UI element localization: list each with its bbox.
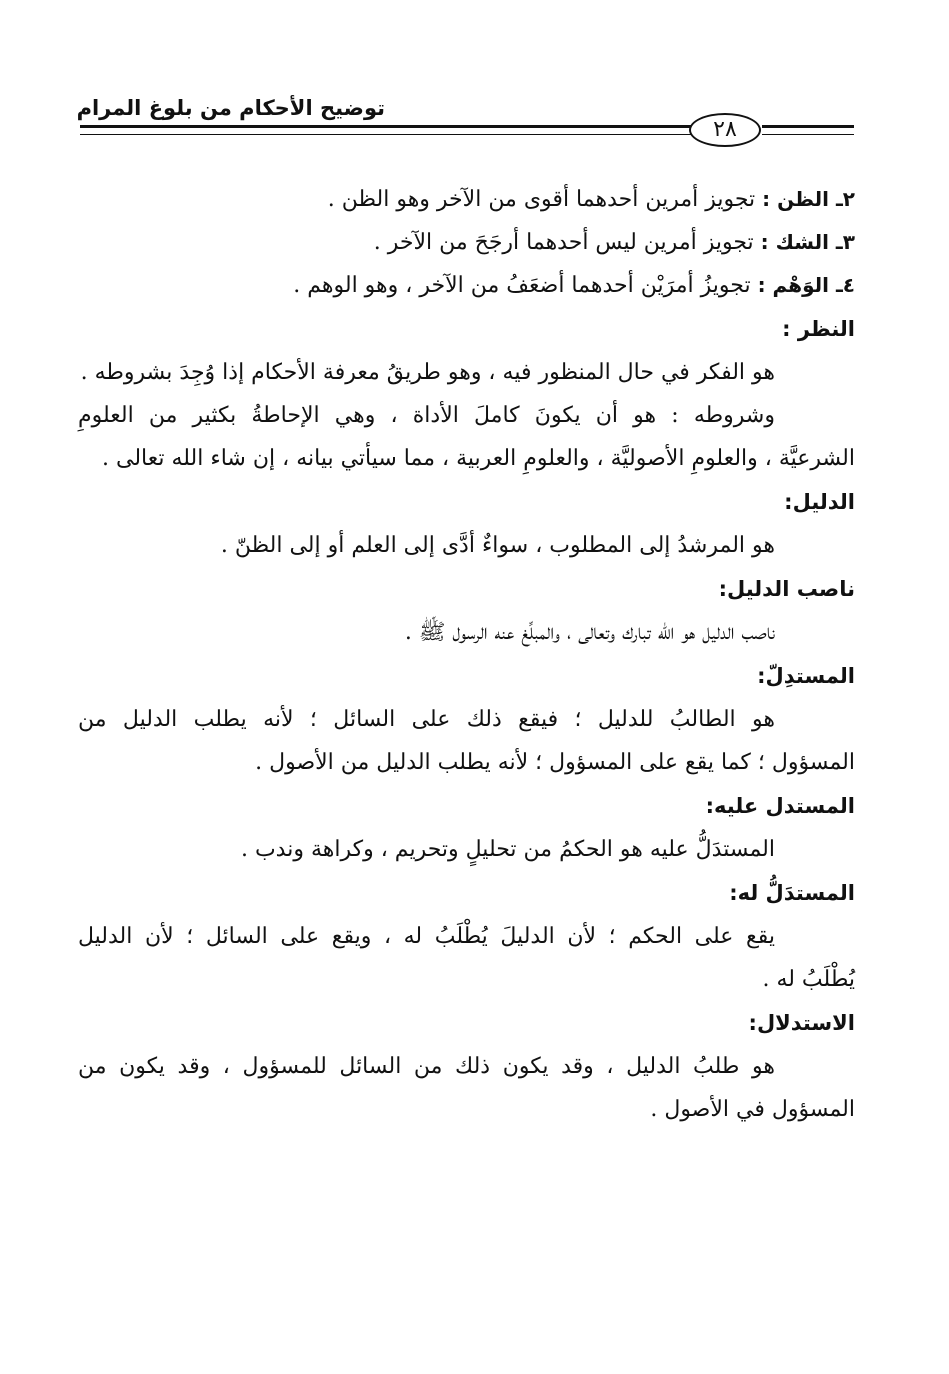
definition-line <box>78 178 855 221</box>
paragraph-line: الشرعيَّة ، والعلومِ الأصوليَّة ، والعلومِ العربية ، مما سيأتي بيانه ، إن شاء الله تعالى . <box>102 446 855 471</box>
section-heading: النظر : <box>782 317 855 341</box>
page-number: ٢٨ <box>689 113 761 147</box>
paragraph-line: هو المرشدُ إلى المطلوب ، سواءٌ أدَّى إلى العلم أو إلى الظنّ . <box>220 533 775 558</box>
paragraph-line: ناصب الدليل هو الله تبارك وتعالى ، والمبلِّغ عنه الرسول ﷺ . <box>404 620 775 645</box>
paragraph-line: المسؤول ؛ كما يقع على المسؤول ؛ لأنه يطلب الدليل من الأصول . <box>255 750 855 775</box>
definition-text: تجويزُ أمرَيْن أحدهما أضعَفُ من الآخر ، وهو الوهم . <box>293 273 751 298</box>
section-heading: الدليل: <box>784 490 855 514</box>
definition-line <box>78 264 855 307</box>
section-heading: المستدَلُّ له: <box>729 881 855 905</box>
running-title: توضيح الأحكام من بلوغ المرام <box>76 96 385 120</box>
paragraph-line: هو طلبُ الدليل ، وقد يكون ذلك من السائل للمسؤول ، وقد يكون من <box>78 1054 775 1079</box>
paragraph-line: يُطْلَبُ له . <box>762 967 855 992</box>
paragraph-line: هو الفكر في حال المنظور فيه ، وهو طريقُ معرفة الأحكام إذا وُجِدَ بشروطه . <box>80 360 775 385</box>
section-heading: ناصب الدليل: <box>718 577 855 601</box>
page-body <box>78 178 855 1131</box>
section-heading: المستدِلّ: <box>757 664 855 688</box>
header-rule <box>762 134 854 135</box>
section-heading: الاستدلال: <box>748 1011 855 1035</box>
paragraph-line: هو الطالبُ للدليل ؛ فيقع ذلك على السائل ؛ لأنه يطلب الدليل من <box>78 707 775 732</box>
definition-term: ٣ـ الشك : <box>760 230 855 254</box>
definition-term: ٤ـ الوَهْم : <box>757 273 855 297</box>
header-rule <box>80 134 692 135</box>
paragraph-line: يقع على الحكم ؛ لأن الدليلَ يُطْلَبُ له ، ويقع على السائل ؛ لأن الدليل <box>78 924 775 949</box>
header-rule <box>762 125 854 128</box>
definition-line <box>78 221 855 264</box>
paragraph-line: المستدَلُّ عليه هو الحكمُ من تحليلٍ وتحريم ، وكراهة وندب . <box>240 837 775 862</box>
definition-text: تجويز أمرين أحدهما أقوى من الآخر وهو الظن . <box>327 187 756 212</box>
section-heading: المستدل عليه: <box>705 794 855 818</box>
header-rule <box>80 125 692 128</box>
definition-term: ٢ـ الظن : <box>762 187 855 211</box>
definition-text: تجويز أمرين ليس أحدهما أرجَحَ من الآخر . <box>373 230 754 255</box>
paragraph-line: المسؤول في الأصول . <box>650 1097 855 1122</box>
paragraph-line: وشروطه : هو أن يكونَ كاملَ الأداة ، وهي الإحاطةُ بكثير من العلومِ <box>78 403 775 428</box>
